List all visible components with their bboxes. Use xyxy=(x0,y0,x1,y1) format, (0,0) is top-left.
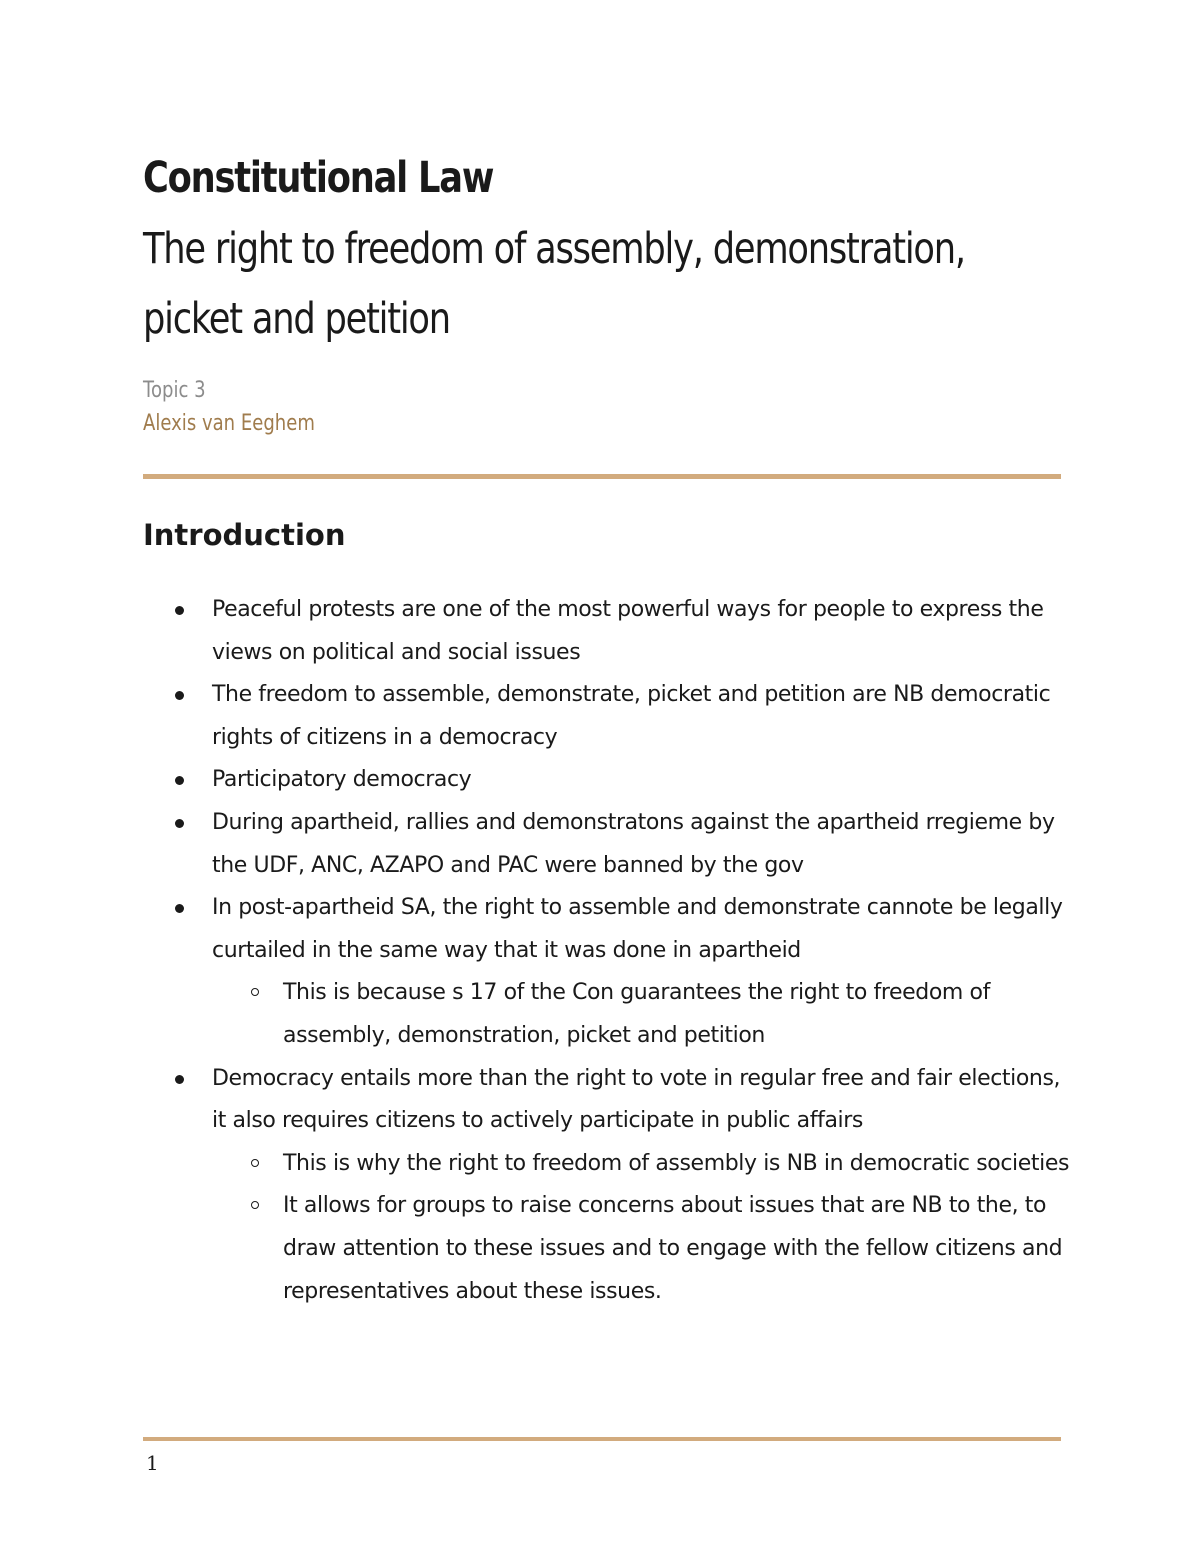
sub-list-item-text: This is because s 17 of the Con guarantees the right to freedom of assembly, demonstration, picket and petition xyxy=(283,980,990,1048)
list-item xyxy=(212,589,1073,674)
bullet-list xyxy=(143,589,1073,1313)
list-item xyxy=(212,1058,1073,1314)
sub-bullet-list xyxy=(212,972,1073,1057)
document-subtitle: The right to freedom of assembly, demonstration, picket and petition xyxy=(143,224,965,344)
filled-bullet-icon xyxy=(175,606,184,615)
list-item xyxy=(212,887,1073,1057)
list-item xyxy=(212,674,1073,759)
filled-bullet-icon xyxy=(175,1075,184,1084)
list-item xyxy=(212,802,1073,887)
sub-list-item xyxy=(283,972,1073,1057)
list-item xyxy=(212,759,1073,802)
document-title: Constitutional Law xyxy=(143,153,494,203)
hollow-bullet-icon xyxy=(251,1159,259,1167)
section-heading: Introduction xyxy=(143,518,346,552)
filled-bullet-icon xyxy=(175,776,184,785)
sub-list-item xyxy=(283,1143,1073,1186)
list-item-text: During apartheid, rallies and demonstratons against the apartheid rregieme by the UDF, ANC, AZAPO and PAC were banned by the gov xyxy=(212,809,1055,878)
title-block xyxy=(143,148,1073,354)
sub-list-item xyxy=(283,1185,1073,1313)
section-content xyxy=(143,589,1073,1313)
filled-bullet-icon xyxy=(175,904,184,913)
list-item-text: Peaceful protests are one of the most powerful ways for people to express the views on political and social issues xyxy=(212,597,1044,665)
author-name: Alexis van Eeghem xyxy=(143,411,315,436)
hollow-bullet-icon xyxy=(251,1201,259,1209)
list-item-text: Participatory democracy xyxy=(212,767,472,793)
list-item-text: The freedom to assemble, demonstrate, picket and petition are NB democratic rights of citizens in a democracy xyxy=(212,682,1051,750)
topic-label: Topic 3 xyxy=(143,378,206,403)
page-number: 1 xyxy=(146,1451,159,1475)
header-divider xyxy=(143,474,1061,479)
sub-list-item-text: This is why the right to freedom of assembly is NB in democratic societies xyxy=(283,1150,1070,1176)
list-item-text: Democracy entails more than the right to vote in regular free and fair elections, it also requires citizens to actively participate in public affairs xyxy=(212,1065,1061,1134)
footer-divider xyxy=(143,1437,1061,1441)
sub-bullet-list xyxy=(212,1143,1073,1313)
hollow-bullet-icon xyxy=(251,988,259,996)
document-meta xyxy=(143,374,353,440)
list-item-text: In post-apartheid SA, the right to assemble and demonstrate cannote be legally curtailed in the same way that it was done in apartheid xyxy=(212,895,1063,963)
filled-bullet-icon xyxy=(175,691,184,700)
filled-bullet-icon xyxy=(175,819,184,828)
sub-list-item-text: It allows for groups to raise concerns about issues that are NB to the, to draw attention to these issues and to engage with the fellow citizens and representatives about these issues. xyxy=(283,1193,1063,1304)
